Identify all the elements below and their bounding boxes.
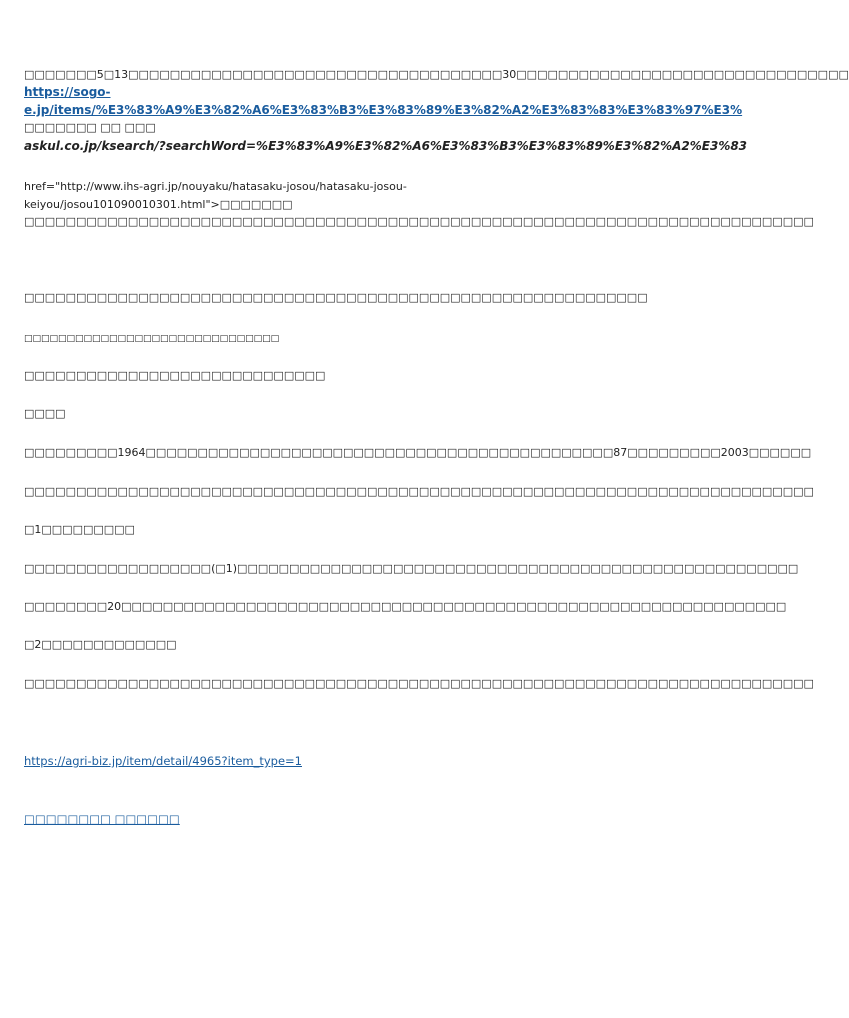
paragraph-line: □□□□□□□5□13□□□□□□□□□□□□□□□□□□□□□□□□□□□□□□□□□□□□30□□□□□□□□□□□□□□□□□□□□□□□□□□□□□□□□	[24, 68, 849, 81]
paragraph-line: □□□□□□□□□1964□□□□□□□□□□□□□□□□□□□□□□□□□□□□□□□□□□□□□□□□□□□□□87□□□□□□□□□2003□□□□□□	[24, 446, 812, 459]
section-heading: □□□□	[24, 407, 66, 420]
askul-url-text: askul.co.jp/ksearch/?searchWord=%E3%83%A9%E3%82%A6%E3%83%B3%E3%83%89%E3%82%A2%E3%83	[24, 139, 748, 153]
paragraph-line: □□□□□□□□□□□□□□□□□□□□□□□□□□□□□□□□□□□□□□□□□□□□□□□□□□□□□□□□□□□□□□□□□□□□□□□□□□□□	[24, 215, 814, 228]
paragraph-line: □□□□□□□□□□□□□□□□□□□□□□□□□□□□□□□□□□□□□□□□□□□□□□□□□□□□□□□□□□□□□□□□□□□□□□□□□□□□	[24, 485, 814, 498]
paragraph-line: □□□□□□□□20□□□□□□□□□□□□□□□□□□□□□□□□□□□□□□□□□□□□□□□□□□□□□□□□□□□□□□□□□□□□□□□□	[24, 600, 787, 613]
subsection-heading: □2□□□□□□□□□□□□□	[24, 638, 177, 651]
subsection-heading: □1□□□□□□□□□	[24, 523, 135, 536]
paragraph-line: □□□□□□□□□□□□□□□□□□□□□□□□□□□□□□□□□□□□□□□□□□□□□□□□□□□□□□□□□□□□□□□□□□□□□□□□□□□□	[24, 677, 814, 690]
paragraph-line: □□□□□□□ □□ □□□	[24, 121, 156, 134]
link-agri-biz[interactable]: https://agri-biz.jp/item/detail/4965?item_type=1	[24, 754, 302, 768]
href-text-line: keiyou/josou101090010301.html">□□□□□□□	[24, 198, 293, 211]
small-text-line: □□□□□□□□□□□□□□□□□□□□□□□□□□□□□□	[24, 334, 280, 344]
link-sogo-e[interactable]: https://sogo-	[24, 85, 111, 99]
href-text-line: href="http://www.ihs-agri.jp/nouyaku/hatasaku-josou/hatasaku-josou-	[24, 180, 407, 193]
paragraph-line: □□□□□□□□□□□□□□□□□□□□□□□□□□□□□□□□□□□□□□□□□□□□□□□□□□□□□□□□□□□□	[24, 291, 648, 304]
link-footer[interactable]: □□□□□□□□ □□□□□□	[24, 812, 180, 826]
link-sogo-e-path[interactable]: e.jp/items/%E3%83%A9%E3%82%A6%E3%83%B3%E3%83%89%E3%82%A2%E3%83%83%E3%83%97%E3%	[24, 103, 743, 117]
paragraph-line: □□□□□□□□□□□□□□□□□□(□1)□□□□□□□□□□□□□□□□□□□□□□□□□□□□□□□□□□□□□□□□□□□□□□□□□□□□□□	[24, 562, 799, 575]
paragraph-line: □□□□□□□□□□□□□□□□□□□□□□□□□□□□□	[24, 369, 326, 382]
